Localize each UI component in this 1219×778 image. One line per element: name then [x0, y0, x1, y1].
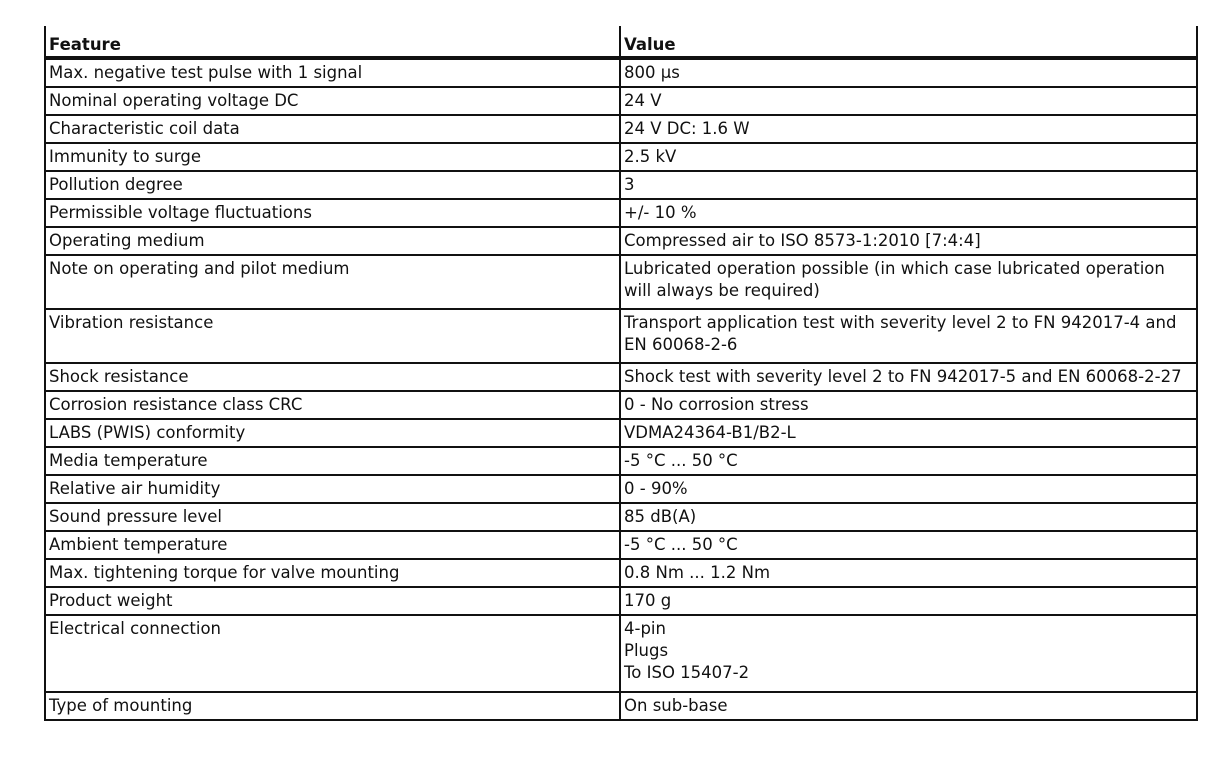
feature-cell: Ambient temperature: [45, 531, 620, 559]
table-row: [45, 199, 1197, 227]
table-row: [45, 615, 1197, 692]
value-cell: Lubricated operation possible (in which case lubricated operation will always be required): [620, 255, 1197, 309]
table-row: [45, 475, 1197, 503]
value-cell: 0 - 90%: [620, 475, 1197, 503]
value-cell: 4-pin Plugs To ISO 15407-2: [620, 615, 1197, 692]
table-row: [45, 58, 1197, 87]
feature-cell: Type of mounting: [45, 692, 620, 720]
value-cell: 0.8 Nm ... 1.2 Nm: [620, 559, 1197, 587]
table-row: [45, 255, 1197, 309]
feature-cell: Relative air humidity: [45, 475, 620, 503]
value-cell: 800 µs: [620, 58, 1197, 87]
value-cell: -5 °C ... 50 °C: [620, 531, 1197, 559]
feature-cell: Media temperature: [45, 447, 620, 475]
table-row: [45, 171, 1197, 199]
value-cell: 170 g: [620, 587, 1197, 615]
value-cell: -5 °C ... 50 °C: [620, 447, 1197, 475]
table-row: [45, 391, 1197, 419]
table-row: [45, 503, 1197, 531]
value-cell: 3: [620, 171, 1197, 199]
value-cell: 0 - No corrosion stress: [620, 391, 1197, 419]
feature-cell: Max. tightening torque for valve mounting: [45, 559, 620, 587]
feature-cell: Note on operating and pilot medium: [45, 255, 620, 309]
spec-table: [44, 26, 1198, 721]
table-row: [45, 143, 1197, 171]
feature-cell: Characteristic coil data: [45, 115, 620, 143]
feature-cell: Immunity to surge: [45, 143, 620, 171]
table-row: [45, 309, 1197, 363]
feature-cell: Pollution degree: [45, 171, 620, 199]
table-row: [45, 87, 1197, 115]
value-cell: Shock test with severity level 2 to FN 942017-5 and EN 60068-2-27: [620, 363, 1197, 391]
feature-cell: Product weight: [45, 587, 620, 615]
value-cell: On sub-base: [620, 692, 1197, 720]
table-row: [45, 531, 1197, 559]
feature-cell: Vibration resistance: [45, 309, 620, 363]
table-header-row: [45, 26, 1197, 58]
feature-cell: Sound pressure level: [45, 503, 620, 531]
feature-cell: Electrical connection: [45, 615, 620, 692]
feature-cell: Permissible voltage fluctuations: [45, 199, 620, 227]
value-cell: 85 dB(A): [620, 503, 1197, 531]
table-row: [45, 587, 1197, 615]
table-row: [45, 227, 1197, 255]
value-cell: 24 V: [620, 87, 1197, 115]
value-cell: Transport application test with severity level 2 to FN 942017-4 and EN 60068-2-6: [620, 309, 1197, 363]
feature-cell: Shock resistance: [45, 363, 620, 391]
feature-cell: Operating medium: [45, 227, 620, 255]
table-row: [45, 559, 1197, 587]
feature-cell: Max. negative test pulse with 1 signal: [45, 58, 620, 87]
table-row: [45, 115, 1197, 143]
column-header-value: Value: [620, 26, 1197, 58]
feature-cell: Corrosion resistance class CRC: [45, 391, 620, 419]
table-row: [45, 363, 1197, 391]
column-header-feature: Feature: [45, 26, 620, 58]
feature-cell: Nominal operating voltage DC: [45, 87, 620, 115]
feature-cell: LABS (PWIS) conformity: [45, 419, 620, 447]
table-row: [45, 692, 1197, 720]
table-row: [45, 447, 1197, 475]
value-cell: 24 V DC: 1.6 W: [620, 115, 1197, 143]
table-row: [45, 419, 1197, 447]
value-cell: VDMA24364-B1/B2-L: [620, 419, 1197, 447]
value-cell: Compressed air to ISO 8573-1:2010 [7:4:4]: [620, 227, 1197, 255]
value-cell: +/- 10 %: [620, 199, 1197, 227]
value-cell: 2.5 kV: [620, 143, 1197, 171]
